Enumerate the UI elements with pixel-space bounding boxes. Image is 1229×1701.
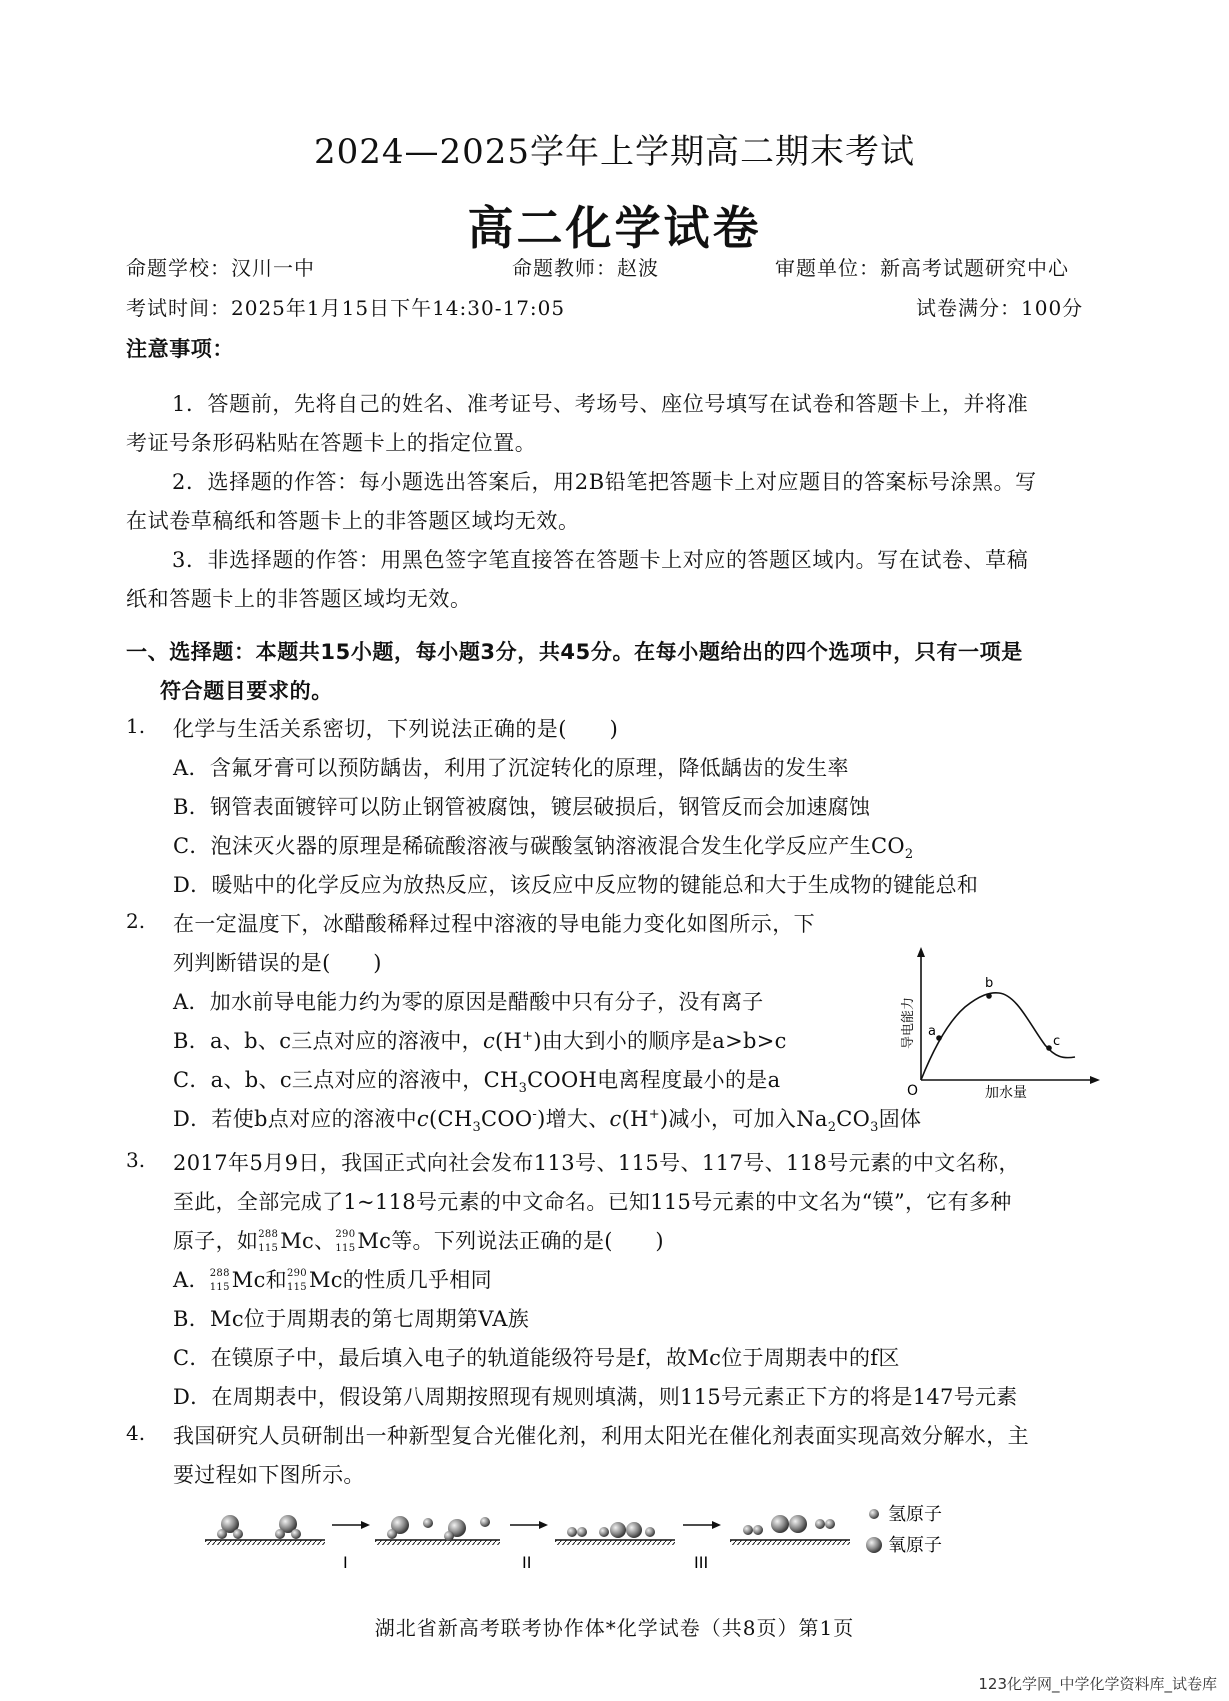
option-c: C．a、b、c三点对应的溶液中，$CH_3COOH$电离程度最小的是a: [173, 1068, 781, 1097]
question-stem-cont: 至此，全部完成了1~118号元素的中文命名。已知115号元素的中文名为“镆”，它有多种: [173, 1190, 1012, 1214]
origin-label: O: [907, 1083, 919, 1099]
conductivity-graph: [895, 945, 1105, 1100]
question-stem-cont: 列判断错误的是( ): [173, 951, 382, 975]
option-d: D．暖贴中的化学反应为放热反应，该反应中反应物的键能总和大于生成物的键能总和: [173, 873, 979, 897]
question-number: 4.: [126, 1421, 146, 1445]
svg-text:I: I: [343, 1553, 348, 1572]
point-b: [986, 993, 992, 999]
point-a: [936, 1035, 942, 1041]
x-axis-label: 加水量: [985, 1085, 1027, 1100]
notice-line: 1．答题前，先将自己的姓名、准考证号、考场号、座位号填写在试卷和答题卡上，并将准: [172, 392, 1029, 416]
option-a: A．含氟牙膏可以预防龋齿，利用了沉淀转化的原理，降低龋齿的发生率: [173, 756, 849, 780]
nuclide-288: 288 115: [258, 1228, 279, 1254]
exam-title: 2024—2025学年上学期高二期末考试: [313, 132, 916, 172]
notice-line: 3．非选择题的作答：用黑色签字笔直接答在答题卡上对应的答题区域内。写在试卷、草稿: [172, 548, 1029, 572]
option-b: B．钢管表面镀锌可以防止钢管被腐蚀，镀层破损后，钢管反而会加速腐蚀: [173, 795, 871, 819]
question-stem: 化学与生活关系密切，下列说法正确的是( ): [173, 717, 619, 741]
question-number: 3.: [126, 1148, 146, 1172]
legend-oxygen: 氧原子: [888, 1535, 942, 1556]
notice-line: 2．选择题的作答：每小题选出答案后，用2B铅笔把答题卡上对应题目的答案标号涂黑。写: [172, 470, 1037, 494]
option-d: D．在周期表中，假设第八周期按照现有规则填满，则115号元素正下方的将是147号元素: [173, 1385, 1018, 1409]
label-a: a: [928, 1024, 936, 1039]
page-footer: 湖北省新高考联考协作体*化学试卷（共8页）第1页: [374, 1616, 855, 1640]
question-stem-cont: 要过程如下图所示。: [173, 1463, 365, 1487]
option-a: A．加水前导电能力约为零的原因是醋酸中只有分子，没有离子: [173, 990, 764, 1014]
label-b: b: [985, 976, 994, 991]
full-score: 试卷满分：100分: [916, 296, 1084, 320]
notice-line: 考证号条形码粘贴在答题卡上的指定位置。: [126, 431, 537, 455]
question-stem: 我国研究人员研制出一种新型复合光催化剂，利用太阳光在催化剂表面实现高效分解水，主: [173, 1424, 1029, 1448]
watermark: 123化学网_中学化学资料库_试卷库: [978, 1675, 1217, 1693]
option-a: A． 288 115 Mc和 290 115 Mc的性质几乎相同: [173, 1267, 492, 1293]
question-stem: 在一定温度下，冰醋酸稀释过程中溶液的导电能力变化如图所示，下: [173, 912, 815, 936]
section-heading: 一、选择题：本题共15小题，每小题3分，共45分。在每小题给出的四个选项中，只有一项是: [126, 640, 1023, 664]
arrow-step-3: [683, 1521, 721, 1572]
label-c: c: [1053, 1034, 1061, 1049]
surface-stage-2: [375, 1516, 500, 1545]
svg-text:III: III: [694, 1553, 709, 1572]
option-b: B．Mc位于周期表的第七周期第VA族: [173, 1307, 530, 1331]
water-splitting-diagram: [200, 1500, 1100, 1580]
arrow-step-1: [332, 1521, 370, 1572]
hydrogen-atom-icon: [869, 1509, 879, 1519]
svg-text:II: II: [522, 1553, 532, 1572]
point-c: [1046, 1045, 1052, 1051]
surface-stage-3: [555, 1522, 675, 1545]
oxygen-atom-icon: [866, 1537, 882, 1553]
option-c: C．泡沫灭火器的原理是稀硫酸溶液与碳酸氢钠溶液混合发生化学反应产生$CO_2$: [173, 834, 914, 863]
question-stem: 2017年5月9日，我国正式向社会发布113号、115号、117号、118号元素的中文名称，: [173, 1151, 1020, 1175]
teacher-info: 命题教师：赵波: [512, 256, 659, 280]
notice-line: 纸和答题卡上的非答题区域均无效。: [126, 587, 472, 611]
question-number: 2.: [126, 909, 146, 933]
surface-stage-4: [730, 1515, 850, 1545]
nuclide-290: 290 115: [335, 1228, 356, 1254]
legend-hydrogen: 氢原子: [888, 1504, 942, 1525]
question-stem-cont: 原子，如 288 115 Mc、 290 115 Mc等。下列说法正确的是( ): [173, 1228, 664, 1254]
option-b: B．a、b、c三点对应的溶液中，c(H+)由大到小的顺序是a>b>c: [173, 1029, 787, 1053]
reviewer-info: 审题单位：新高考试题研究中心: [775, 256, 1069, 280]
arrow-step-2: [510, 1521, 548, 1572]
option-c: C．在镆原子中，最后填入电子的轨道能级符号是f，故Mc位于周期表中的f区: [173, 1346, 900, 1370]
y-axis-label: 导电能力: [901, 996, 916, 1050]
exam-time: 考试时间：2025年1月15日下午14:30-17:05: [126, 296, 566, 320]
option-d: D．若使b点对应的溶液中$c(CH_3COO^-)$增大、c(H+)减小，可加入$Na_2CO_3$固体: [173, 1107, 922, 1136]
school-info: 命题学校：汉川一中: [126, 256, 315, 280]
question-number: 1.: [126, 714, 146, 738]
legend: [866, 1504, 942, 1556]
surface-stage-1: [205, 1515, 325, 1545]
section-heading-cont: 符合题目要求的。: [160, 679, 333, 703]
paper-title: 高二化学试卷: [467, 201, 762, 255]
notice-line: 在试卷草稿纸和答题卡上的非答题区域均无效。: [126, 509, 580, 533]
notice-heading: 注意事项：: [126, 337, 234, 361]
